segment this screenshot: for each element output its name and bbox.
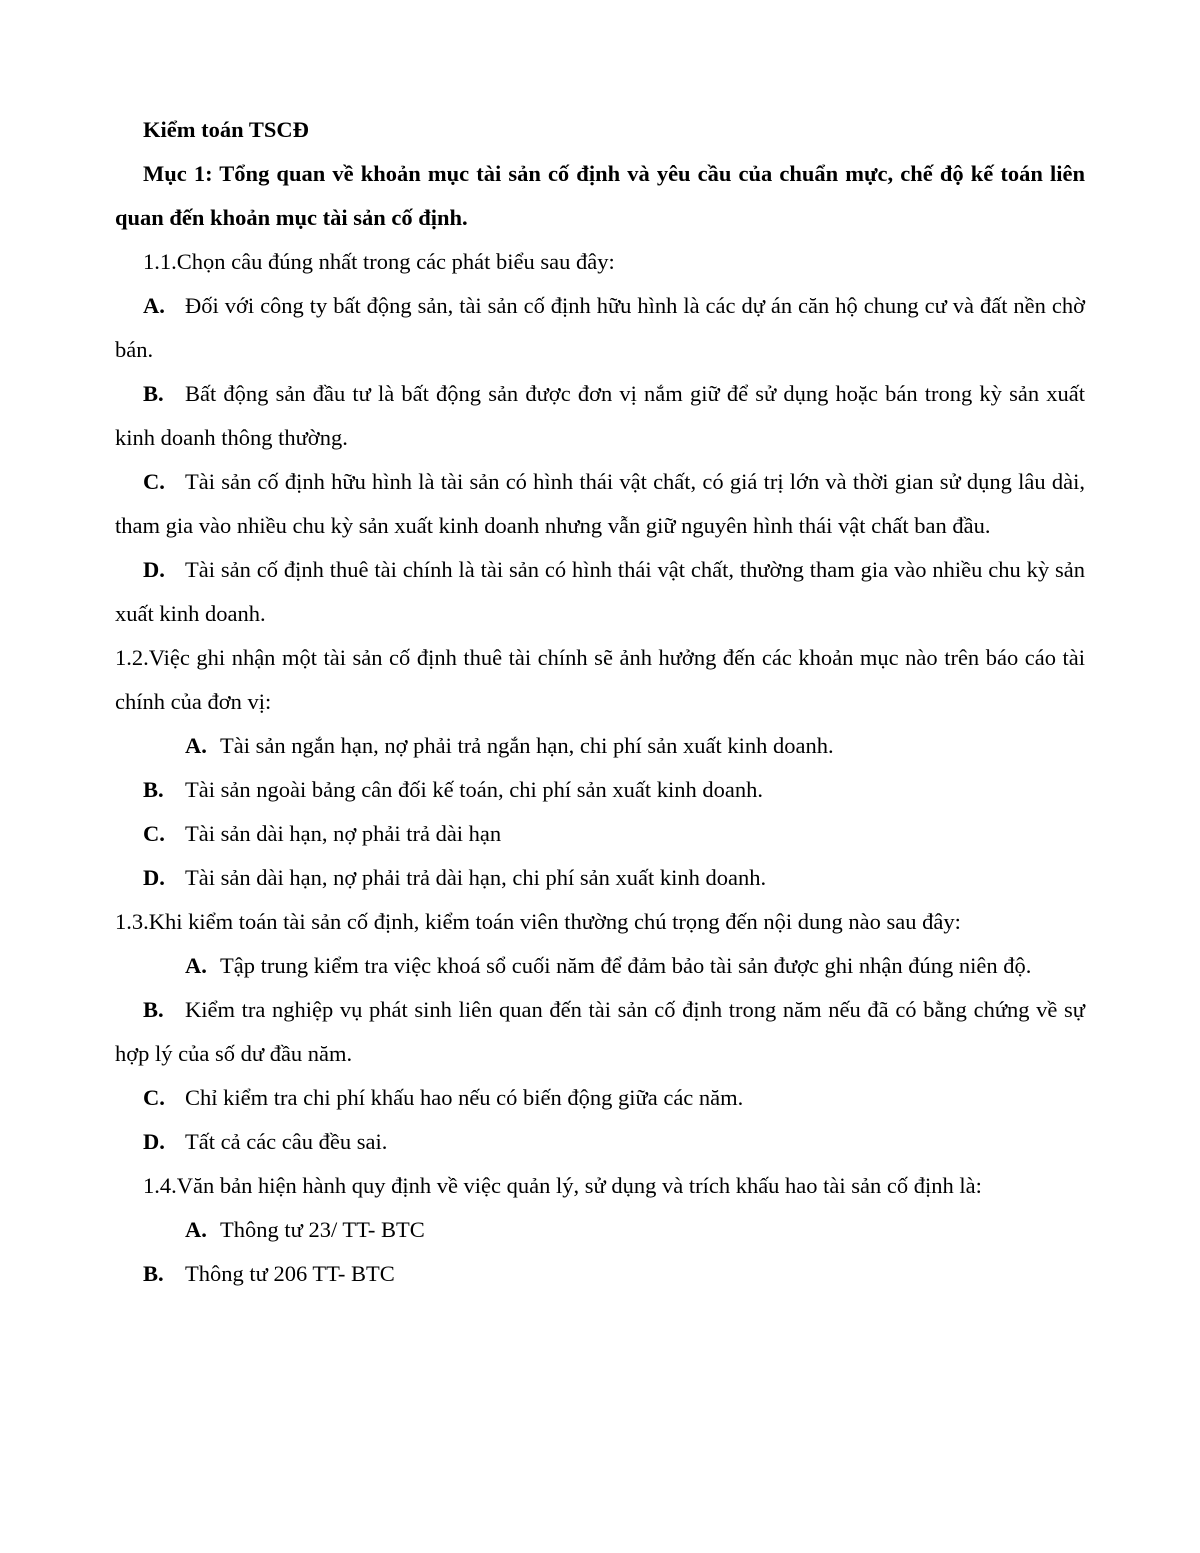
option-label: D. — [143, 1129, 165, 1154]
document-page — [115, 108, 1085, 1296]
option-text: Kiểm tra nghiệp vụ phát sinh liên quan đến tài sản cố định trong năm nếu đã có bằng chứng về sự hợp lý của số dư đầu năm. — [115, 997, 1085, 1066]
option-label: C. — [143, 1085, 165, 1110]
option — [115, 548, 1085, 636]
question-1-1: 1.1.Chọn câu đúng nhất trong các phát biểu sau đây: — [143, 249, 615, 274]
option — [115, 460, 1085, 548]
section-heading: Mục 1: Tổng quan về khoản mục tài sản cố định và yêu cầu của chuẩn mực, chế độ kế toán liên quan đến khoản mục tài sản cố định. — [115, 161, 1085, 230]
option — [115, 372, 1085, 460]
option-label: B. — [143, 1261, 164, 1286]
option-text: Tài sản dài hạn, nợ phải trả dài hạn, chi phí sản xuất kinh doanh. — [185, 865, 767, 890]
option-text: Tài sản dài hạn, nợ phải trả dài hạn — [185, 821, 502, 846]
option — [115, 988, 1085, 1076]
option-text: Chỉ kiểm tra chi phí khấu hao nếu có biến động giữa các năm. — [185, 1085, 744, 1110]
option — [115, 284, 1085, 372]
option-label: A. — [185, 953, 207, 978]
question-1-2: 1.2.Việc ghi nhận một tài sản cố định thuê tài chính sẽ ảnh hưởng đến các khoản mục nào trên báo cáo tài chính của đơn vị: — [115, 645, 1085, 714]
option-text: Tài sản ngoài bảng cân đối kế toán, chi phí sản xuất kinh doanh. — [185, 777, 763, 802]
option-text: Tài sản cố định thuê tài chính là tài sản có hình thái vật chất, thường tham gia vào nhiều chu kỳ sản xuất kinh doanh. — [115, 557, 1085, 626]
option — [115, 1252, 1085, 1296]
option-text: Đối với công ty bất động sản, tài sản cố định hữu hình là các dự án căn hộ chung cư và đất nền chờ bán. — [115, 293, 1085, 362]
option — [115, 812, 1085, 856]
option-text: Tài sản ngắn hạn, nợ phải trả ngắn hạn, chi phí sản xuất kinh doanh. — [220, 733, 834, 758]
option-label: C. — [143, 821, 165, 846]
option-text: Thông tư 206 TT- BTC — [185, 1261, 395, 1286]
option — [115, 856, 1085, 900]
option-label: C. — [143, 469, 165, 494]
question-1-4: 1.4.Văn bản hiện hành quy định về việc quản lý, sử dụng và trích khấu hao tài sản cố định là: — [143, 1173, 982, 1198]
option-text: Thông tư 23/ TT- BTC — [220, 1217, 425, 1242]
option-label: A. — [143, 293, 165, 318]
option-label: A. — [185, 733, 207, 758]
option — [115, 944, 1085, 988]
option-label: B. — [143, 381, 164, 406]
option-text: Tất cả các câu đều sai. — [185, 1129, 388, 1154]
question-1-3: 1.3.Khi kiểm toán tài sản cố định, kiểm toán viên thường chú trọng đến nội dung nào sau đây: — [115, 909, 961, 934]
option-label: D. — [143, 557, 165, 582]
option-text: Tập trung kiểm tra việc khoá sổ cuối năm để đảm bảo tài sản được ghi nhận đúng niên độ. — [220, 953, 1032, 978]
option-text: Tài sản cố định hữu hình là tài sản có hình thái vật chất, có giá trị lớn và thời gian sử dụng lâu dài, tham gia vào nhiều chu kỳ sản xuất kinh doanh nhưng vẫn giữ nguyên hình thái vật chất ban đầu. — [115, 469, 1085, 538]
option — [115, 724, 1085, 768]
document-title: Kiểm toán TSCĐ — [143, 117, 309, 142]
option-text: Bất động sản đầu tư là bất động sản được đơn vị nắm giữ để sử dụng hoặc bán trong kỳ sản xuất kinh doanh thông thường. — [115, 381, 1085, 450]
option-label: A. — [185, 1217, 207, 1242]
option-label: B. — [143, 777, 164, 802]
option-label: D. — [143, 865, 165, 890]
option — [115, 1120, 1085, 1164]
option — [115, 1208, 1085, 1252]
option — [115, 1076, 1085, 1120]
option — [115, 768, 1085, 812]
option-label: B. — [143, 997, 164, 1022]
